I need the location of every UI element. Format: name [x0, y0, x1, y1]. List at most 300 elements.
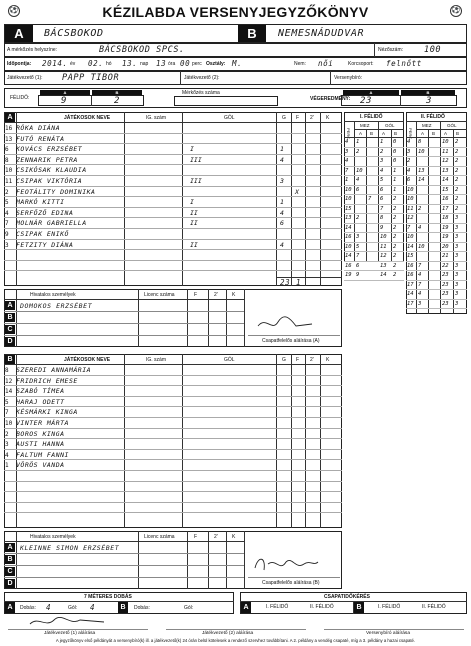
period-cell: 1	[356, 139, 360, 145]
player-name: SZEREDI ANNAMÁRIA	[16, 366, 92, 374]
table-row	[4, 165, 342, 176]
goal-tally: III	[190, 155, 202, 164]
list-item	[344, 148, 404, 158]
team-b-captain-signature	[252, 552, 322, 576]
table-row	[4, 429, 342, 440]
list-item	[344, 157, 404, 167]
period-cell: 8	[380, 215, 384, 221]
table-row	[4, 492, 342, 503]
player-number: 1	[5, 462, 9, 470]
team-a-total-fouls: 1	[296, 278, 302, 287]
period-cell: 10	[407, 234, 414, 240]
period-cell: 3	[455, 300, 459, 307]
period-cell: 4	[418, 272, 422, 278]
table-row	[4, 482, 342, 493]
period-cell: 3	[407, 148, 411, 155]
ref1-label: Játékvezető (1):	[7, 75, 43, 81]
period-cell: 2	[393, 243, 397, 250]
period-cell: 22	[442, 262, 449, 269]
period-cell: 10	[345, 196, 352, 202]
period-cell: 2	[393, 205, 397, 212]
list-item	[406, 186, 467, 196]
list-item	[344, 262, 404, 272]
table-row	[4, 397, 342, 408]
final-a: 23	[360, 96, 373, 106]
period-cell: 23	[442, 281, 449, 288]
period-cell: 2	[356, 148, 360, 155]
player-name: CSIKÓSAK KLAUDIA	[16, 166, 87, 175]
period-cell: 2	[455, 148, 459, 155]
date-hour: 13	[156, 59, 167, 68]
table-row	[4, 261, 342, 272]
spectators-label: Nézőszám:	[378, 47, 404, 53]
player-number: 16	[5, 125, 13, 132]
period-cell: 16	[407, 262, 414, 269]
player-name: FALTUM FANNI	[16, 450, 69, 459]
table-row	[4, 471, 342, 482]
venue-value: BÁCSBOKOD SPCS.	[99, 45, 185, 55]
list-item	[406, 167, 467, 177]
class-value: M.	[232, 59, 243, 68]
date-minute: 00	[180, 59, 191, 68]
period-cell: 11	[380, 243, 387, 250]
year-suffix: év	[70, 61, 76, 67]
period-cell: 10	[442, 139, 449, 145]
period-cell: 14	[407, 291, 414, 297]
table-row	[4, 134, 342, 145]
table-row	[4, 218, 342, 229]
period-cell: 12	[380, 253, 387, 259]
player-number: 13	[5, 135, 13, 143]
period-cell: 14	[418, 177, 425, 183]
list-item	[406, 176, 467, 186]
period-cell: 7	[368, 196, 372, 202]
table-row	[4, 123, 342, 134]
match-number-label: Mérkőzés száma	[182, 90, 220, 96]
period-cell: 10	[356, 167, 363, 174]
gender-label: Nem:	[294, 61, 306, 67]
list-item	[344, 243, 404, 253]
table-row	[4, 407, 342, 418]
table-row	[4, 418, 342, 429]
player-number: 10	[5, 420, 13, 427]
team-a-name: BÁCSBOKOD	[44, 28, 104, 39]
player-name: BOROS KINGA	[16, 429, 65, 438]
player-name: RÓKA DIÁNA	[16, 124, 61, 132]
player-number: 6	[5, 146, 9, 154]
player-number: 11	[5, 178, 13, 185]
team-a-total-goals: 23	[280, 278, 291, 287]
period-cell: 13	[345, 215, 352, 221]
player-number: 4	[5, 209, 9, 217]
list-item	[406, 300, 467, 310]
supervisor-sign-label: Versenybíró aláírása	[366, 631, 410, 636]
period-cell: 2	[393, 196, 397, 202]
player-number: 8	[5, 156, 9, 164]
player-number: 9	[5, 231, 9, 238]
period-cell: 15	[407, 253, 414, 259]
period-cell: 13	[442, 167, 449, 174]
period-cell: 7	[345, 167, 349, 174]
seven-m-a-goals: 4	[90, 603, 96, 612]
class-label: Osztály:	[206, 61, 226, 67]
halftime-label: FÉLIDŐ:	[10, 95, 30, 101]
period-cell: 3	[455, 272, 459, 278]
period-cell: 14	[345, 224, 352, 231]
player-number: 7	[5, 220, 9, 228]
player-number: 2	[5, 188, 9, 196]
goal-count: 3	[280, 177, 284, 185]
period-cell: 11	[442, 148, 449, 155]
final-label: VÉGEREDMÉNY:	[310, 96, 351, 102]
period-cell: 3	[455, 243, 459, 250]
table-row	[4, 460, 342, 471]
period-cell: 15	[345, 205, 352, 212]
player-number: 2	[5, 430, 9, 438]
player-name: HARAJ ODETT	[16, 397, 65, 406]
period-cell: 18	[442, 215, 449, 221]
period-cell: 0	[393, 148, 397, 155]
match-number-box	[174, 96, 278, 106]
period-cell: 10	[418, 148, 425, 155]
period-cell: 2	[455, 177, 459, 183]
period-cell: 1	[380, 139, 384, 145]
goal-count: 1	[280, 198, 284, 207]
period-cell: 5	[356, 243, 360, 250]
period-cell: 9	[380, 224, 384, 231]
period-cell: 4	[356, 177, 360, 183]
list-item	[406, 233, 467, 243]
age-value: felnőtt	[386, 59, 422, 68]
ref2-sign-label: Játékvezető (2) aláírása	[202, 631, 254, 636]
list-item	[344, 214, 404, 224]
period-cell: 2	[455, 205, 459, 212]
period-cell: 1	[345, 177, 349, 183]
ref1-sign-label: Játékvezető (1) aláírása	[44, 631, 96, 636]
player-number: 5	[5, 398, 9, 406]
list-item	[344, 138, 404, 148]
period-cell: 4	[418, 224, 422, 231]
period-cell: 10	[345, 243, 352, 250]
period-cell: 17	[442, 205, 449, 212]
period-cell: 6	[380, 186, 384, 193]
table-row	[4, 187, 342, 198]
list-item	[344, 252, 404, 262]
list-item	[406, 281, 467, 291]
table-row	[4, 450, 342, 461]
player-name: AUSTI HANNA	[16, 440, 65, 449]
ref1-signature	[28, 614, 108, 630]
period-cell: 1	[393, 186, 397, 193]
period-cell: 2	[455, 158, 459, 164]
team-b-table-letter: B	[5, 355, 15, 364]
handball-logo-icon: ⚽	[8, 5, 20, 17]
list-item	[344, 224, 404, 234]
list-item	[344, 271, 404, 281]
table-row	[4, 503, 342, 514]
period-cell: 10	[418, 243, 425, 250]
table-row	[4, 365, 342, 376]
player-number: 5	[5, 199, 9, 207]
period-cell: 4	[407, 167, 411, 174]
period-cell: 14	[345, 253, 352, 259]
period-cell: 1	[393, 167, 397, 174]
table-row	[4, 155, 342, 166]
goal-count: 1	[280, 145, 284, 154]
list-item	[406, 148, 467, 158]
list-item	[406, 243, 467, 253]
team-a-table-letter: A	[5, 113, 15, 122]
list-item	[406, 290, 467, 300]
minute-suffix: perc	[192, 61, 202, 67]
period-cell: 2	[356, 215, 360, 221]
player-name: SZABÓ TÍMEA	[16, 387, 65, 396]
period-cell: 6	[407, 177, 411, 183]
player-number: 4	[5, 451, 9, 459]
list-item	[344, 167, 404, 177]
period-cell: 17	[407, 281, 414, 288]
goal-tally: I	[190, 198, 194, 207]
period-cell: 10	[407, 186, 414, 193]
table-row	[4, 250, 342, 261]
period-cell: 3	[455, 253, 459, 259]
player-name: VINTER MÁRTA	[16, 419, 69, 427]
foul-mark: X	[295, 187, 299, 196]
list-item	[344, 186, 404, 196]
goal-tally: II	[190, 219, 198, 228]
period-cell: 2	[455, 139, 459, 145]
ref2-label: Játékvezető (2):	[184, 75, 220, 81]
player-name: FETZITY DIÁNA	[16, 240, 74, 249]
halftime-b: 2	[114, 96, 121, 106]
player-name: VÖRÖS VANDA	[16, 461, 65, 470]
list-item	[344, 233, 404, 243]
list-item	[344, 195, 404, 205]
period-cell: 20	[442, 243, 449, 250]
team-b-letter: B	[238, 25, 266, 42]
player-name: CSIPAK VIKTÓRIA	[16, 177, 83, 185]
list-item	[406, 214, 467, 224]
period-cell: 12	[407, 215, 414, 221]
table-row	[4, 208, 342, 219]
day-suffix: nap	[140, 61, 149, 67]
player-name: MOLNÁR GABRIELLA	[16, 219, 87, 228]
period-cell: 6	[356, 186, 360, 193]
period-cell: 8	[418, 139, 422, 145]
player-number: 12	[5, 377, 13, 385]
table-row	[4, 240, 342, 251]
period-cell: 3	[455, 281, 459, 288]
date-day: 13.	[122, 59, 138, 68]
player-number: 7	[5, 409, 9, 417]
goal-tally: I	[190, 145, 194, 154]
supervisor-label: Versenybíró:	[334, 75, 363, 81]
period-cell: 3	[356, 234, 360, 240]
period-cell: 7	[418, 262, 422, 269]
list-item	[406, 262, 467, 272]
team-b-name: NEMESNÁDUDVAR	[278, 28, 365, 39]
period-cell: 2	[418, 205, 422, 212]
month-suffix: hó	[106, 61, 112, 67]
period-cell: 2	[393, 272, 397, 278]
hour-suffix: óra	[168, 61, 176, 67]
period-cell: 7	[407, 224, 411, 231]
goal-count: 4	[280, 208, 284, 217]
period-cell: 11	[407, 205, 414, 212]
period-cell: 10	[380, 234, 387, 240]
period-cell: 6	[356, 262, 360, 269]
period-cell: 13	[380, 262, 387, 269]
team-b-captain-sign-label: Csapatfelelős aláírása (B)	[262, 580, 320, 586]
period-cell: 5	[380, 177, 384, 183]
table-row	[4, 376, 342, 387]
player-name: FRIDRICH EMESE	[16, 376, 78, 385]
player-name: SERFŐZŐ EDINA	[16, 208, 74, 217]
period-cell: 16	[345, 234, 352, 240]
period-cell: 16	[407, 272, 414, 278]
period-cell: 15	[442, 186, 449, 193]
period-cell: 2	[393, 224, 397, 231]
table-row	[4, 144, 342, 155]
team-a-official-a: DOMOKOS ERZSÉBET	[20, 302, 93, 310]
seven-m-a-shots: 4	[46, 603, 52, 612]
period-cell: 21	[442, 253, 449, 259]
goal-tally: II	[190, 208, 198, 217]
table-row	[4, 197, 342, 208]
period-cell: 2	[455, 196, 459, 202]
period-cell: 10	[407, 196, 414, 202]
team-b-official-a: KLEINNE SIMON ERZSÉBET	[20, 544, 120, 552]
period-cell: 19	[442, 234, 449, 240]
list-item	[344, 176, 404, 186]
venue-label: A mérkőzés helyszíne:	[7, 47, 58, 53]
player-number: 8	[5, 367, 9, 374]
period-cell: 7	[418, 281, 422, 288]
player-number: 3	[5, 441, 9, 449]
list-item	[406, 138, 467, 148]
goal-tally: II	[190, 240, 198, 249]
goal-count: 6	[280, 219, 284, 228]
period-cell: 3	[455, 262, 459, 269]
table-row	[4, 229, 342, 240]
player-number: 14	[5, 388, 13, 396]
period-cell: 14	[442, 177, 449, 183]
team-a-letter: A	[5, 25, 33, 42]
table-row	[4, 176, 342, 187]
player-name: MARKÓ KITTI	[16, 198, 65, 207]
period-cell: 13	[418, 167, 425, 174]
goal-tally: III	[190, 177, 202, 185]
period-cell: 2	[393, 215, 397, 221]
period-cell: 4	[345, 158, 349, 164]
period-cell: 23	[442, 300, 449, 307]
period-cell: 3	[455, 291, 459, 297]
period-cell: 2	[393, 234, 397, 240]
period-cell: 23	[442, 272, 449, 278]
date-label: Időpontja:	[7, 61, 32, 67]
goal-count: 4	[280, 240, 284, 249]
list-item	[406, 224, 467, 234]
period-cell: 17	[407, 300, 414, 307]
period-cell: 14	[407, 243, 414, 250]
player-name: FEOTÁLITY DOMINIKA	[16, 187, 96, 196]
ref1-value: PAPP TIBOR	[62, 73, 120, 83]
period-cell: 2	[380, 148, 384, 155]
date-year: 2014.	[42, 59, 68, 68]
period-cell: 3	[455, 215, 459, 221]
period-cell: 7	[356, 253, 360, 259]
period-cell: 6	[380, 196, 384, 202]
period-cell: 14	[380, 272, 387, 278]
player-number: 3	[5, 241, 9, 249]
period-cell: 2	[407, 158, 411, 164]
period-cell: 23	[442, 291, 449, 297]
player-name: KÉSMÁRKI KINGA	[16, 408, 78, 417]
period-cell: 0	[393, 158, 397, 164]
date-month: 02.	[88, 59, 104, 68]
age-label: Korcsoport:	[348, 61, 374, 67]
period-cell: 12	[442, 158, 449, 164]
player-name: KOVÁCS ERZSÉBET	[16, 145, 83, 154]
player-name: ZENNARIK PETRA	[16, 155, 78, 164]
team-a-captain-signature	[256, 314, 316, 334]
period-cell: 3	[418, 300, 422, 307]
period-cell: 10	[345, 186, 352, 193]
period-cell: 2	[455, 186, 459, 193]
period-cell: 16	[345, 262, 352, 269]
period-cell: 4	[407, 139, 411, 145]
list-item	[406, 157, 467, 167]
page-title: KÉZILABDA VERSENYJEGYZŐKÖNYV	[102, 4, 369, 20]
period-cell: 1	[393, 177, 397, 183]
period-cell: 2	[455, 167, 459, 174]
period-cell: 9	[356, 272, 360, 278]
period-cell: 3	[380, 158, 384, 164]
player-name: FUTÓ RENÁTA	[16, 134, 65, 143]
spectators-value: 100	[424, 45, 442, 55]
period-cell: 4	[345, 139, 349, 145]
footer-note: A jegyzőkönyv első példányát a versenybíró(k) ill. a játékvezető(k) 24 órán belül kötelesek a rendező szervhez továbbítani. A 2. példány a vendég csapaté, míg a 3. példány a hazai csapaté.	[55, 638, 416, 643]
list-item	[406, 195, 467, 205]
goal-count: 4	[280, 155, 284, 164]
period-cell: 19	[442, 224, 449, 231]
final-box	[341, 95, 457, 106]
table-row	[4, 386, 342, 397]
player-number: 10	[5, 167, 13, 175]
period-cell: 3	[455, 234, 459, 240]
period-cell: 2	[393, 253, 397, 259]
period-cell: 4	[418, 291, 422, 297]
player-name: CSIPAK ENIKŐ	[16, 230, 69, 238]
period-cell: 4	[380, 167, 384, 174]
period-cell: 2	[393, 262, 397, 269]
period-cell: 19	[345, 272, 352, 278]
period-cell: 0	[393, 139, 397, 145]
list-item	[406, 205, 467, 215]
score-sheet: ⚽ KÉZILABDA VERSENYJEGYZŐKÖNYV ⚽ A BÁCSBOKOD B NEMESNÁDUDVAR A mérkőzés helyszíne: BÁCSBOKOD SPCS. Nézőszám: 100 Időpontja: 2014. év 02. hó 13. nap 13 óra 00 perc Osztály: M. Nem: női Korcsoport: felnőtt Játékvezető (1): PAPP TIBOR Játékvezető (2): Versenybíró: FÉLIDŐ: A B 9 2 Mérkőzés száma VÉGEREDMÉNY: A B 23 3 A JÁTÉKOSOK NEVE IG. szám GÓL G F 2' K 16 RÓKA DIÁNA 13 FUTÓ RENÁTA 6 KOVÁCS ERZSÉBET I 1 8 ZENNARIK PETRA III 4 10 CSIKÓSAK KLAUDIA 11 CSIPAK VIKTÓRIA III 3 2 FEOTÁLITY DOMINIKA X 5 MARKÓ KITTI I 1 4 SERFŐZŐ EDINA II 4 7 MOLNÁR GABRIELLA II 6 9 CSIPAK ENIKŐ 3 FETZITY DIÁNA II 4 23 1 Hivatalos személyek Licenc száma F 2' K A B C D DOMOKOS ERZSÉBET Csapatfelelős aláírása (A) B JÁTÉKOSOK NEVE IG. szám GÓL G F 2' K 8 SZEREDI ANNAMÁRIA 12 FRIDRICH EMESE 14 SZABÓ TÍMEA 5 HARAJ ODETT 7 KÉSMÁRKI KINGA 10 VINTER MÁRTA 2 BOROS KINGA 3 AUSTI HANNA 4 FALTUM FANNI 1 VÖRÖS VANDA Hivatalos személyek Licenc száma F 2' K A B C D KLEINNE SIMON ERZSÉBET Csapatfelelős aláírása (B) I. FÉLIDŐ PERC MEZ GÓL A B A B 4 1 1 0 3 2 2 0 4 3 0 7 10 4 1 1 4 5 1 10 6 6 1 10 7 6 2 15 7 2 13 2 8 2 14 9 2 16 3 10 2 10 5 11 2 14 7 12 2 16 6 13 2 19 9 14 2 II. FÉLIDŐ PERC MEZ GÓL A B A B 4 8 10 2 3 10 11 2 2 12 2 4 13 13 2 6 14 14 2 10 15 2 10 16 2 11 2 17 2 12 18 3 7 4 19 3 10 19 3 14 10 20 3 15 21 3 16 7 22 3 16 4 23 3 17 7 23 3 14 4 23 3 17 3 23 3 7 MÉTERES DOBÁS A Dobás: 4 Gól: 4 B Dobás: Gól: CSAPATIDŐKÉRÉS A I. FÉLIDŐ II. FÉLIDŐ B I. FÉLIDŐ II. FÉLIDŐ Játékvezető (1) aláírása Játékvezető (2) aláírása Versenybíró aláírása A jegyzőkönyv első példányát a versenybíró(k) ill. a játékvezető(k) 24 órán belül kötelesek a rendező szervhez továbbítani. A 2. példány a vendég csapaté, míg a 3. példány a hazai csapaté.	[4, 2, 467, 644]
period-cell: 7	[380, 205, 384, 212]
period-cell: 16	[442, 196, 449, 202]
list-item	[344, 205, 404, 215]
list-item	[406, 252, 467, 262]
gender-value: női	[318, 59, 334, 68]
final-b: 3	[426, 96, 433, 106]
halftime-a: 9	[61, 96, 68, 106]
list-item	[406, 271, 467, 281]
period-cell: 3	[455, 224, 459, 231]
handball-logo-icon: ⚽	[450, 5, 462, 17]
table-row	[4, 439, 342, 450]
